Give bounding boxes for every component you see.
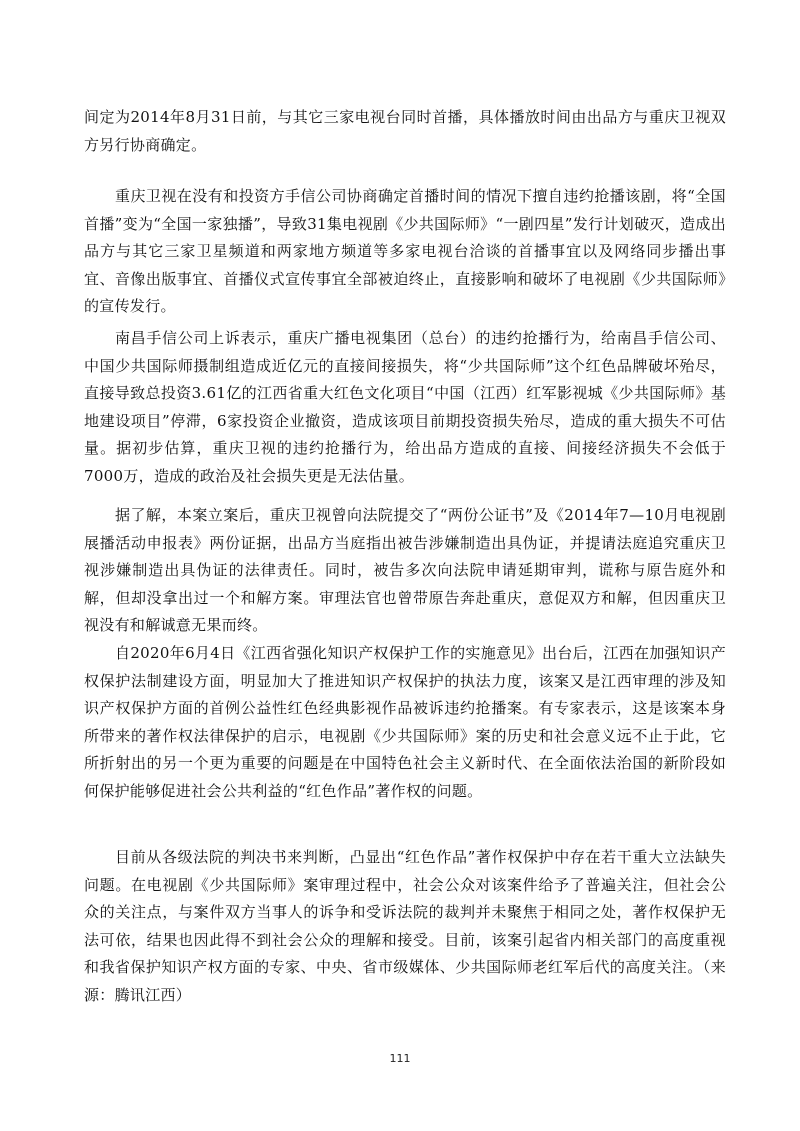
paragraph-legislation-gap: 目前从各级法院的判决书来判断，凸显出“红色作品”著作权保护中存在若干重大立法缺失问题。在电视剧《少共国际师》案审理过程中，社会公众对该案件给予了普遍关注，但社会公众的关注点，与案件双方当事人的诉争和受诉法院的裁判并未聚焦于相同之处，著作权保护无法可依，结果也因此得不到社会公众的理解和接受。目前，该案引起省内相关部门的高度重视和我省保护知识产权方面的专家、中央、省市级媒体、少共国际师老红军后代的高度关注。（来源：腾讯江西） — [84, 848, 726, 1004]
page-number: 111 — [389, 1052, 411, 1065]
paragraph-continuation: 间定为2014年8月31日前，与其它三家电视台同时首播，具体播放时间由出品方与重庆卫视双方另行协商确定。 — [84, 108, 726, 154]
paragraph-nanchang-appeal: 南昌手信公司上诉表示，重庆广播电视集团（总台）的违约抢播行为，给南昌手信公司、中国少共国际师摄制组造成近亿元的直接间接损失，将“少共国际师”这个红色品牌破坏殆尽，直接导致总投资3.61亿的江西省重大红色文化项目“中国（江西）红军影视城《少共国际师》基地建设项目”停滞，6家投资企业撤资，造成该项目前期投资损失殆尽，造成的重大损失不可估量。据初步估算，重庆卫视的违约抢播行为，给出品方造成的直接、间接经济损失不会低于7000万，造成的政治及社会损失更是无法估量。 — [84, 329, 726, 485]
paragraph-case-evidence: 据了解，本案立案后，重庆卫视曾向法院提交了“两份公证书”及《2014年7—10月电视剧展播活动申报表》两份证据，出品方当庭指出被告涉嫌制造出具伪证，并提请法庭追究重庆卫视涉嫌制造出具伪证的法律责任。同时，被告多次向法院申请延期审判，谎称与原告庭外和解，但却没拿出过一个和解方案。审理法官也曾带原告奔赴重庆，意促双方和解，但因重庆卫视没有和解诚意无果而终。 — [84, 506, 726, 635]
paragraph-ip-protection: 自2020年6月4日《江西省强化知识产权保护工作的实施意见》出台后，江西在加强知识产权保护法制建设方面，明显加大了推进知识产权保护的执法力度，该案又是江西审理的涉及知识产权保护方面的首例公益性红色经典影视作品被诉违约抢播案。有专家表示，这是该案本身所带来的著作权法律保护的启示，电视剧《少共国际师》案的历史和社会意义远不止于此，它所折射出的另一个更为重要的问题是在中国特色社会主义新时代、在全面依法治国的新阶段如何保护能够促进社会公共利益的“红色作品”著作权的问题。 — [84, 644, 726, 800]
paragraph-chongqing-tv-breach: 重庆卫视在没有和投资方手信公司协商确定首播时间的情况下擅自违约抢播该剧，将“全国首播”变为“全国一家独播”，导致31集电视剧《少共国际师》“一剧四星”发行计划破灭，造成出品方与其它三家卫星频道和两家地方频道等多家电视台洽谈的首播事宜以及网络同步播出事宜、音像出版事宜、首播仪式宣传事宜全部被迫终止，直接影响和破坏了电视剧《少共国际师》的宣传发行。 — [84, 187, 726, 316]
